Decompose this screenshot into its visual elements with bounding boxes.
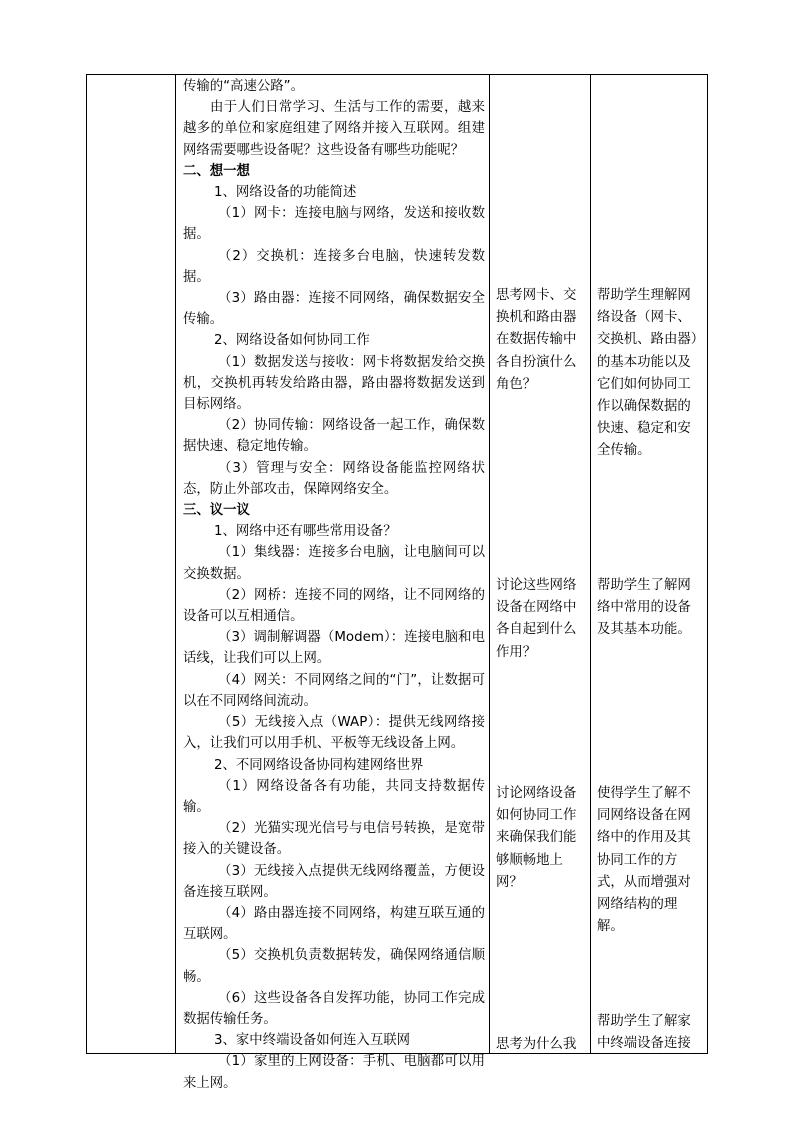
content-paragraph: （3）无线接入点提供无线网络覆盖，方便设备连接互联网。	[183, 863, 485, 900]
design-intent-note: 帮助学生了解家中终端设备连接	[597, 1014, 691, 1052]
column-divider	[175, 74, 176, 1054]
column-divider	[489, 74, 490, 1054]
content-paragraph: （1）网络设备各有功能，共同支持数据传输。	[183, 778, 485, 815]
content-paragraph: （1）网卡：连接电脑与网络，发送和接收数据。	[183, 206, 485, 243]
content-paragraph: 1、网络中还有哪些常用设备？	[214, 524, 397, 540]
content-paragraph: 由于人们日常学习、生活与工作的需要，越来越多的单位和家庭组建了网络并接入互联网。组建网络需要哪些设备呢？这些设备有哪些功能呢？	[183, 100, 485, 158]
content-paragraph: （3）管理与安全：网络设备能监控网络状态，防止外部攻击，保障网络安全。	[183, 460, 485, 497]
student-activity-note: 讨论这些网络设备在网络中各自起到什么作用？	[496, 578, 577, 660]
content-paragraph: （5）无线接入点（WAP）：提供无线网络接入，让我们可以用手机、平板等无线设备上网。	[183, 715, 485, 752]
content-paragraph: 2、不同网络设备协同构建网络世界	[214, 757, 424, 773]
content-paragraph: （3）调制解调器（Modem）：连接电脑和电话线，让我们可以上网。	[183, 630, 485, 667]
content-paragraph: （3）路由器：连接不同网络，确保数据安全传输。	[183, 291, 485, 328]
content-paragraph: （5）交换机负责数据转发，确保网络通信顺畅。	[183, 948, 485, 985]
content-paragraph: （2）交换机：连接多台电脑，快速转发数据。	[183, 248, 485, 285]
content-paragraph: （4）路由器连接不同网络，构建互联互通的互联网。	[183, 905, 485, 943]
content-paragraph: （2）网桥：连接不同的网络，让不同网络的设备可以互相通信。	[183, 587, 485, 625]
teaching-content-column	[183, 76, 485, 1094]
content-paragraph: （2）光猫实现光信号与电信号转换，是宽带接入的关键设备。	[183, 821, 485, 858]
content-paragraph: 3、家中终端设备如何连入互联网	[214, 1033, 410, 1049]
content-paragraph: 1、网络设备的功能简述	[214, 185, 357, 201]
content-paragraph: （6）这些设备各自发挥功能，协同工作完成数据传输任务。	[183, 990, 485, 1027]
design-intent-note: 使得学生了解不同网络设备在网络中的作用及其协同工作的方式，从而增强对网络结构的理解。	[597, 786, 691, 935]
section-heading: 三、议一议	[183, 503, 250, 519]
column-divider	[590, 74, 591, 1054]
content-paragraph: （1）家里的上网设备：手机、电脑都可以用来上网。	[183, 1054, 485, 1091]
student-activity-note: 思考网卡、交换机和路由器在数据传输中各自扮演什么角色？	[496, 288, 577, 392]
content-paragraph: （1）数据发送与接收：网卡将数据发给交换机，交换机再转发给路由器，路由器将数据发送到目标网络。	[183, 354, 485, 413]
student-activity-note: 思考为什么我	[496, 1037, 577, 1052]
student-activity-note: 讨论网络设备如何协同工作来确保我们能够顺畅地上网？	[496, 786, 577, 890]
section-heading: 二、想一想	[183, 163, 250, 179]
design-intent-note: 帮助学生理解网络设备（网卡、交换机、路由器）的基本功能以及它们如何协同工作以确保数据的快速、稳定和安全传输。	[597, 288, 698, 459]
content-paragraph: （1）集线器：连接多台电脑，让电脑间可以交换数据。	[183, 545, 485, 582]
content-paragraph: 2、网络设备如何协同工作	[214, 333, 370, 349]
content-paragraph: 传输的“高速公路”。	[183, 79, 304, 94]
design-intent-note: 帮助学生了解网络中常用的设备及其基本功能。	[597, 578, 691, 638]
content-paragraph: （4）网关：不同网络之间的“门”，让数据可以在不同网络间流动。	[183, 672, 485, 709]
content-paragraph: （2）协同传输：网络设备一起工作，确保数据快速、稳定地传输。	[183, 418, 485, 455]
